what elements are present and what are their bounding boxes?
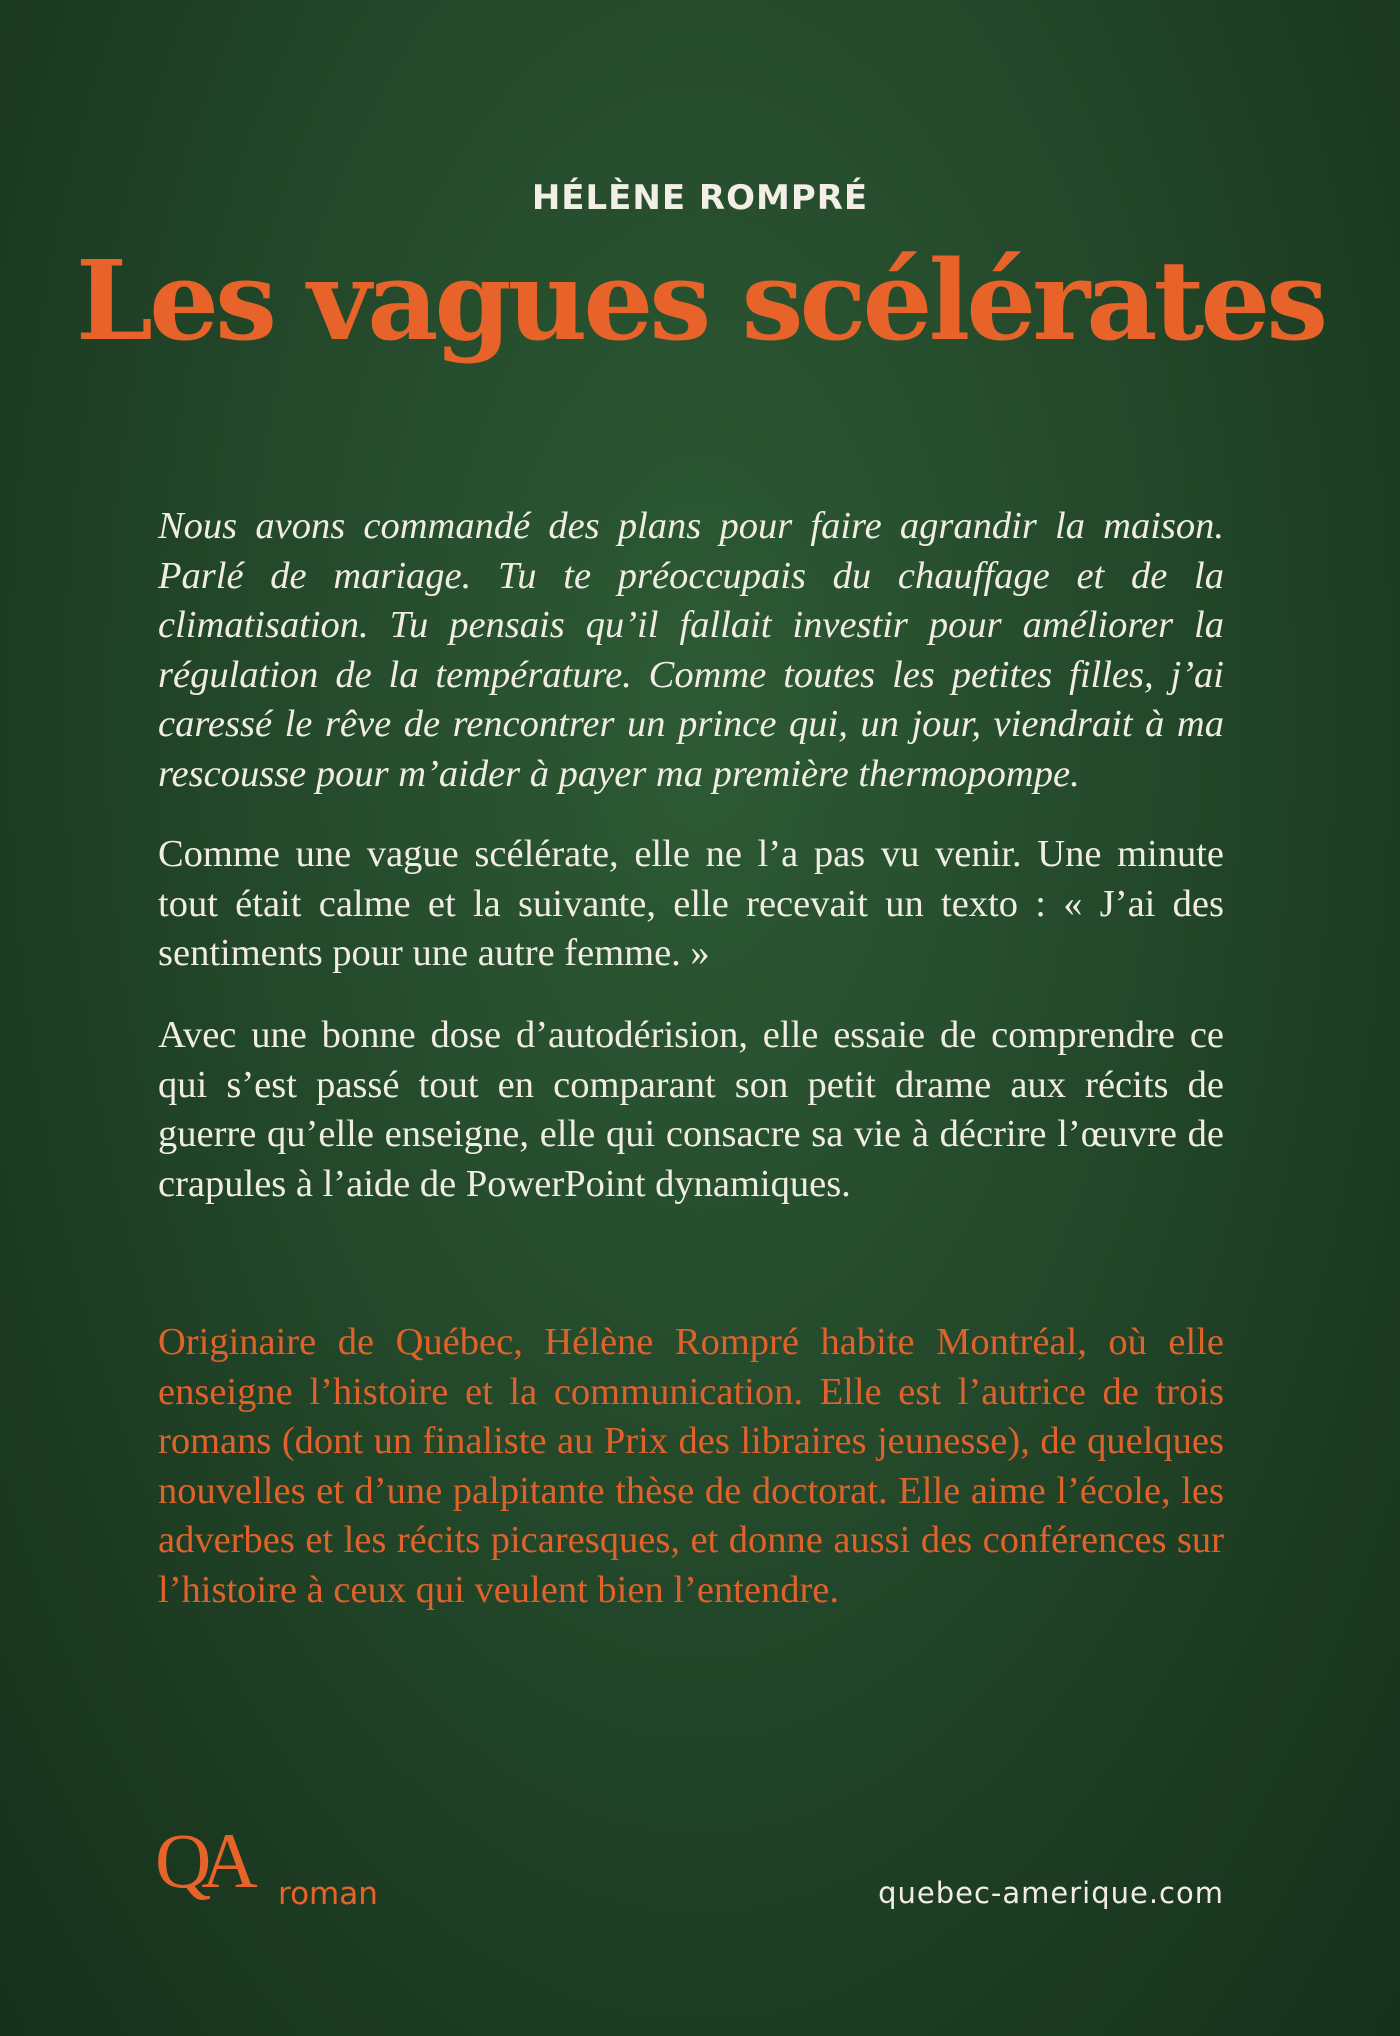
collection-label: roman	[278, 1876, 378, 1912]
summary-paragraph-1: Comme une vague scélérate, elle ne l’a pas vu venir. Une minute tout était calme et la suivante, elle recevait un texto : « J’ai des sentiments pour une autre femme. »	[158, 833, 1224, 974]
excerpt-paragraph: Nous avons commandé des plans pour faire agrandir la maison. Parlé de mariage. Tu te préoccupais du chauffage et de la climatisation. Tu pensais qu’il fallait investir pour améliorer la régulation de la température. Comme toutes les petites filles, j’ai caressé le rêve de rencontrer un prince qui, un jour, viendrait à ma rescousse pour m’aider à payer ma première thermopompe.	[158, 505, 1224, 795]
publisher-logo: QA	[155, 1817, 248, 1904]
summary-paragraph-2: Avec une bonne dose d’autodérision, elle essaie de comprendre ce qui s’est passé tout en comparant son petit drame aux récits de guerre qu’elle enseigne, elle qui consacre sa vie à décrire l’œuvre de crapules à l’aide de PowerPoint dynamiques.	[158, 1014, 1224, 1205]
author-bio: Originaire de Québec, Hélène Rompré habite Montréal, où elle enseigne l’histoire et la communication. Elle est l’autrice de trois romans (dont un finaliste au Prix des libraires jeunesse), de quelques nouvelles et d’une palpitante thèse de doctorat. Elle aime l’école, les adverbes et les récits picaresques, et donne aussi des conférences sur l’histoire à ceux qui veulent bien l’entendre.	[158, 1321, 1224, 1611]
author-name: HÉLÈNE ROMPRÉ	[531, 178, 869, 218]
book-title: Les vagues scélérates	[75, 236, 1325, 365]
publisher-website: quebec-amerique.com	[878, 1876, 1224, 1910]
